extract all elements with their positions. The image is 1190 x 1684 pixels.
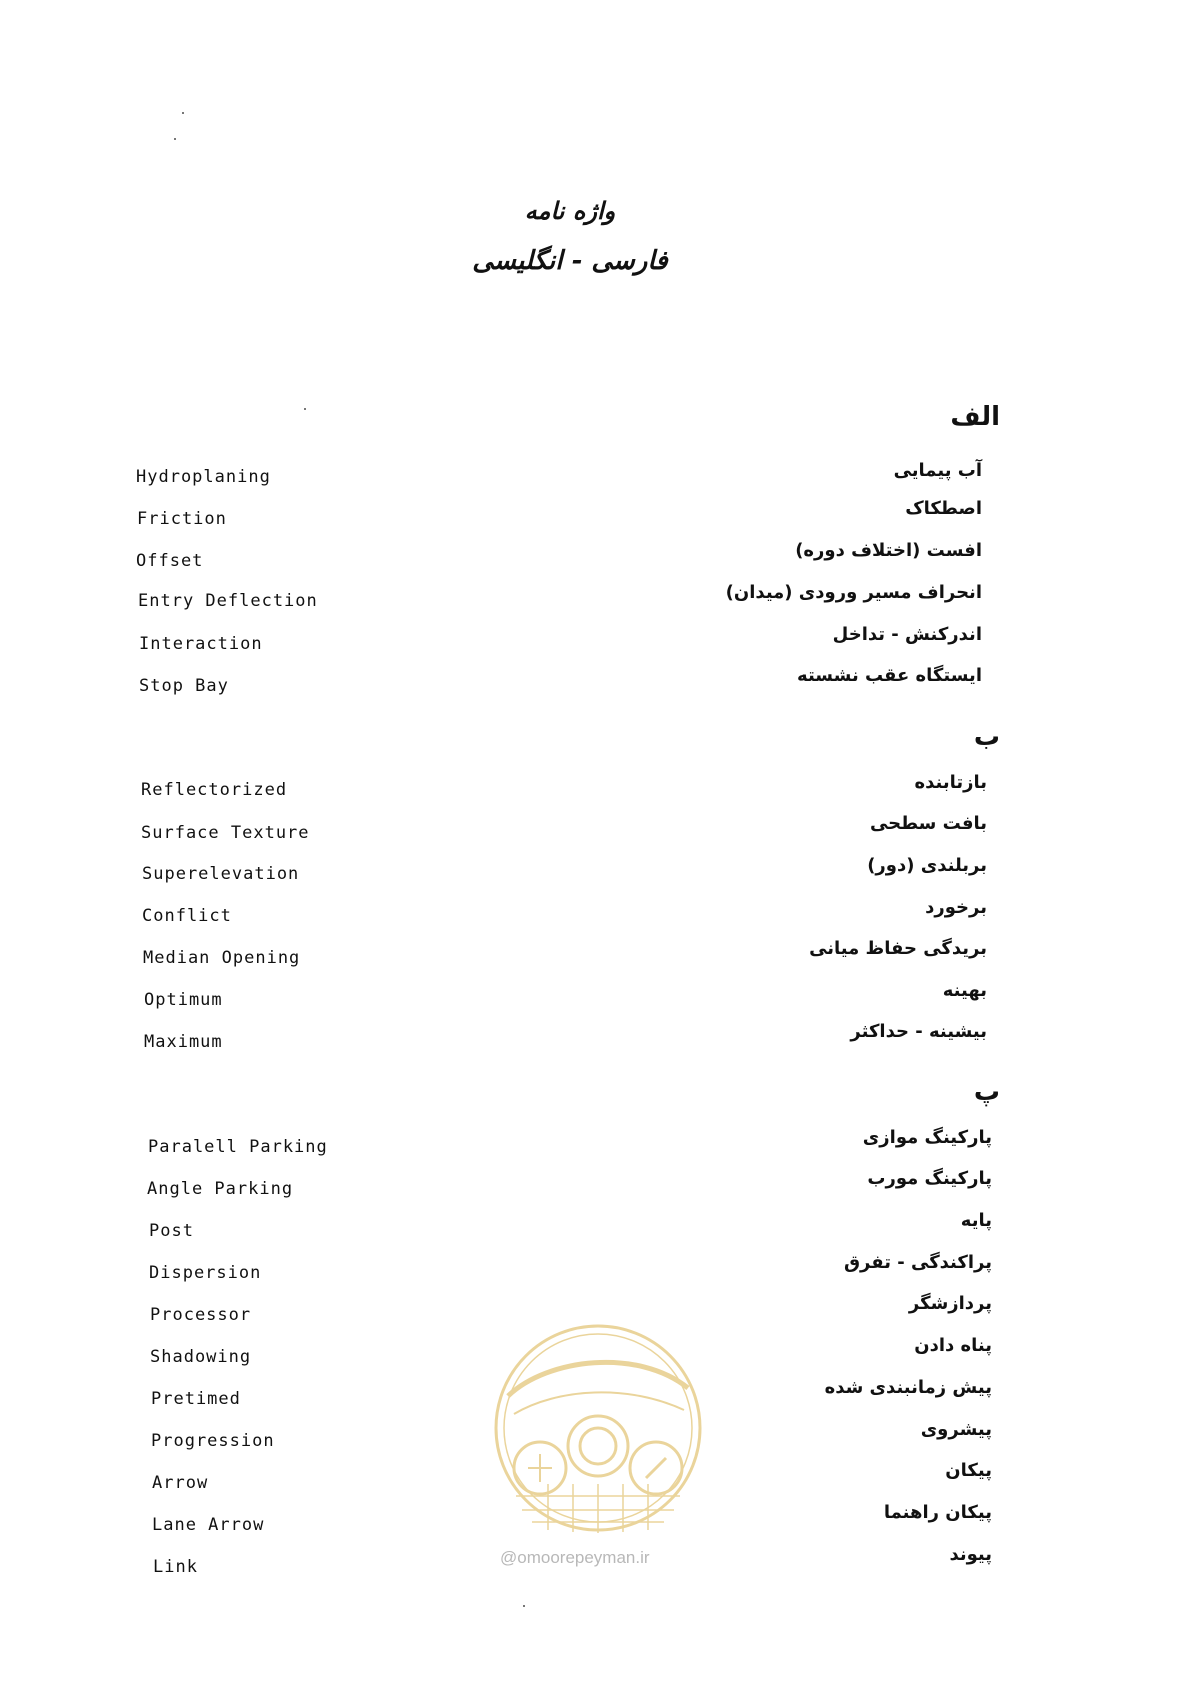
watermark-url: @omoorepeyman.ir [500, 1548, 650, 1567]
term-fa: پیکان [945, 1460, 992, 1481]
scan-speck [304, 408, 306, 410]
term-fa: پراکندگی - تفرق [843, 1252, 992, 1273]
term-fa: اصطکاک [905, 498, 982, 519]
term-fa: بریدگی حفاظ میانی [809, 938, 987, 959]
scan-speck [523, 1605, 525, 1607]
term-fa: پیش زمانبندی شده [824, 1377, 992, 1398]
term-en: Angle Parking [147, 1179, 294, 1199]
section-heading-pe: پ [973, 1077, 1000, 1107]
term-fa: پارکینگ مورب [867, 1168, 992, 1189]
scan-speck [182, 112, 184, 114]
term-fa: پایه [960, 1210, 992, 1231]
watermark-logo [488, 1318, 708, 1538]
term-fa: ایستگاه عقب نشسته [797, 665, 982, 686]
scan-speck [174, 138, 176, 140]
term-fa: پیکان راهنما [883, 1502, 992, 1523]
page-title: واژه نامه [524, 196, 616, 225]
term-fa: پیشروی [920, 1419, 992, 1440]
term-en: Median Opening [143, 948, 301, 968]
page-subtitle: فارسی - انگلیسی [472, 246, 668, 276]
term-en: Friction [137, 509, 227, 529]
term-en: Link [153, 1557, 198, 1577]
term-fa: پارکینگ موازی [862, 1127, 992, 1148]
term-en: Lane Arrow [152, 1515, 265, 1535]
section-heading-be: ب [973, 722, 1000, 752]
term-fa: پردازشگر [908, 1293, 992, 1314]
term-en: Optimum [144, 990, 223, 1010]
section-heading-alef: الف [950, 402, 1000, 432]
term-en: Paralell Parking [148, 1137, 328, 1157]
term-en: Entry Deflection [138, 591, 318, 611]
term-en: Stop Bay [139, 676, 229, 696]
term-fa: آب پیمایی [893, 460, 982, 481]
term-fa: بهینه [942, 980, 987, 1001]
term-en: Pretimed [151, 1389, 241, 1409]
term-en: Shadowing [150, 1347, 252, 1367]
term-en: Maximum [144, 1032, 223, 1052]
term-en: Interaction [139, 634, 263, 654]
term-fa: پیوند [949, 1544, 992, 1565]
term-fa: بیشینه - حداکثر [850, 1021, 987, 1042]
term-en: Offset [136, 551, 204, 571]
term-en: Hydroplaning [136, 467, 271, 487]
term-fa: برخورد [925, 897, 987, 918]
term-fa: افست (اختلاف دوره) [795, 540, 982, 561]
term-en: Dispersion [149, 1263, 262, 1283]
term-en: Conflict [142, 906, 232, 926]
term-fa: بافت سطحی [869, 813, 987, 834]
term-fa: پناه دادن [914, 1335, 992, 1356]
term-en: Progression [151, 1431, 275, 1451]
term-fa: بازتابنده [914, 772, 987, 793]
term-en: Reflectorized [141, 780, 288, 800]
term-en: Superelevation [142, 864, 300, 884]
term-fa: اندرکنش - تداخل [832, 624, 982, 645]
term-en: Surface Texture [141, 823, 310, 843]
term-en: Post [149, 1221, 194, 1241]
term-fa: انحراف مسیر ورودی (میدان) [725, 582, 982, 603]
term-en: Processor [150, 1305, 252, 1325]
term-fa: بربلندی (دور) [867, 855, 987, 876]
term-en: Arrow [152, 1473, 209, 1493]
